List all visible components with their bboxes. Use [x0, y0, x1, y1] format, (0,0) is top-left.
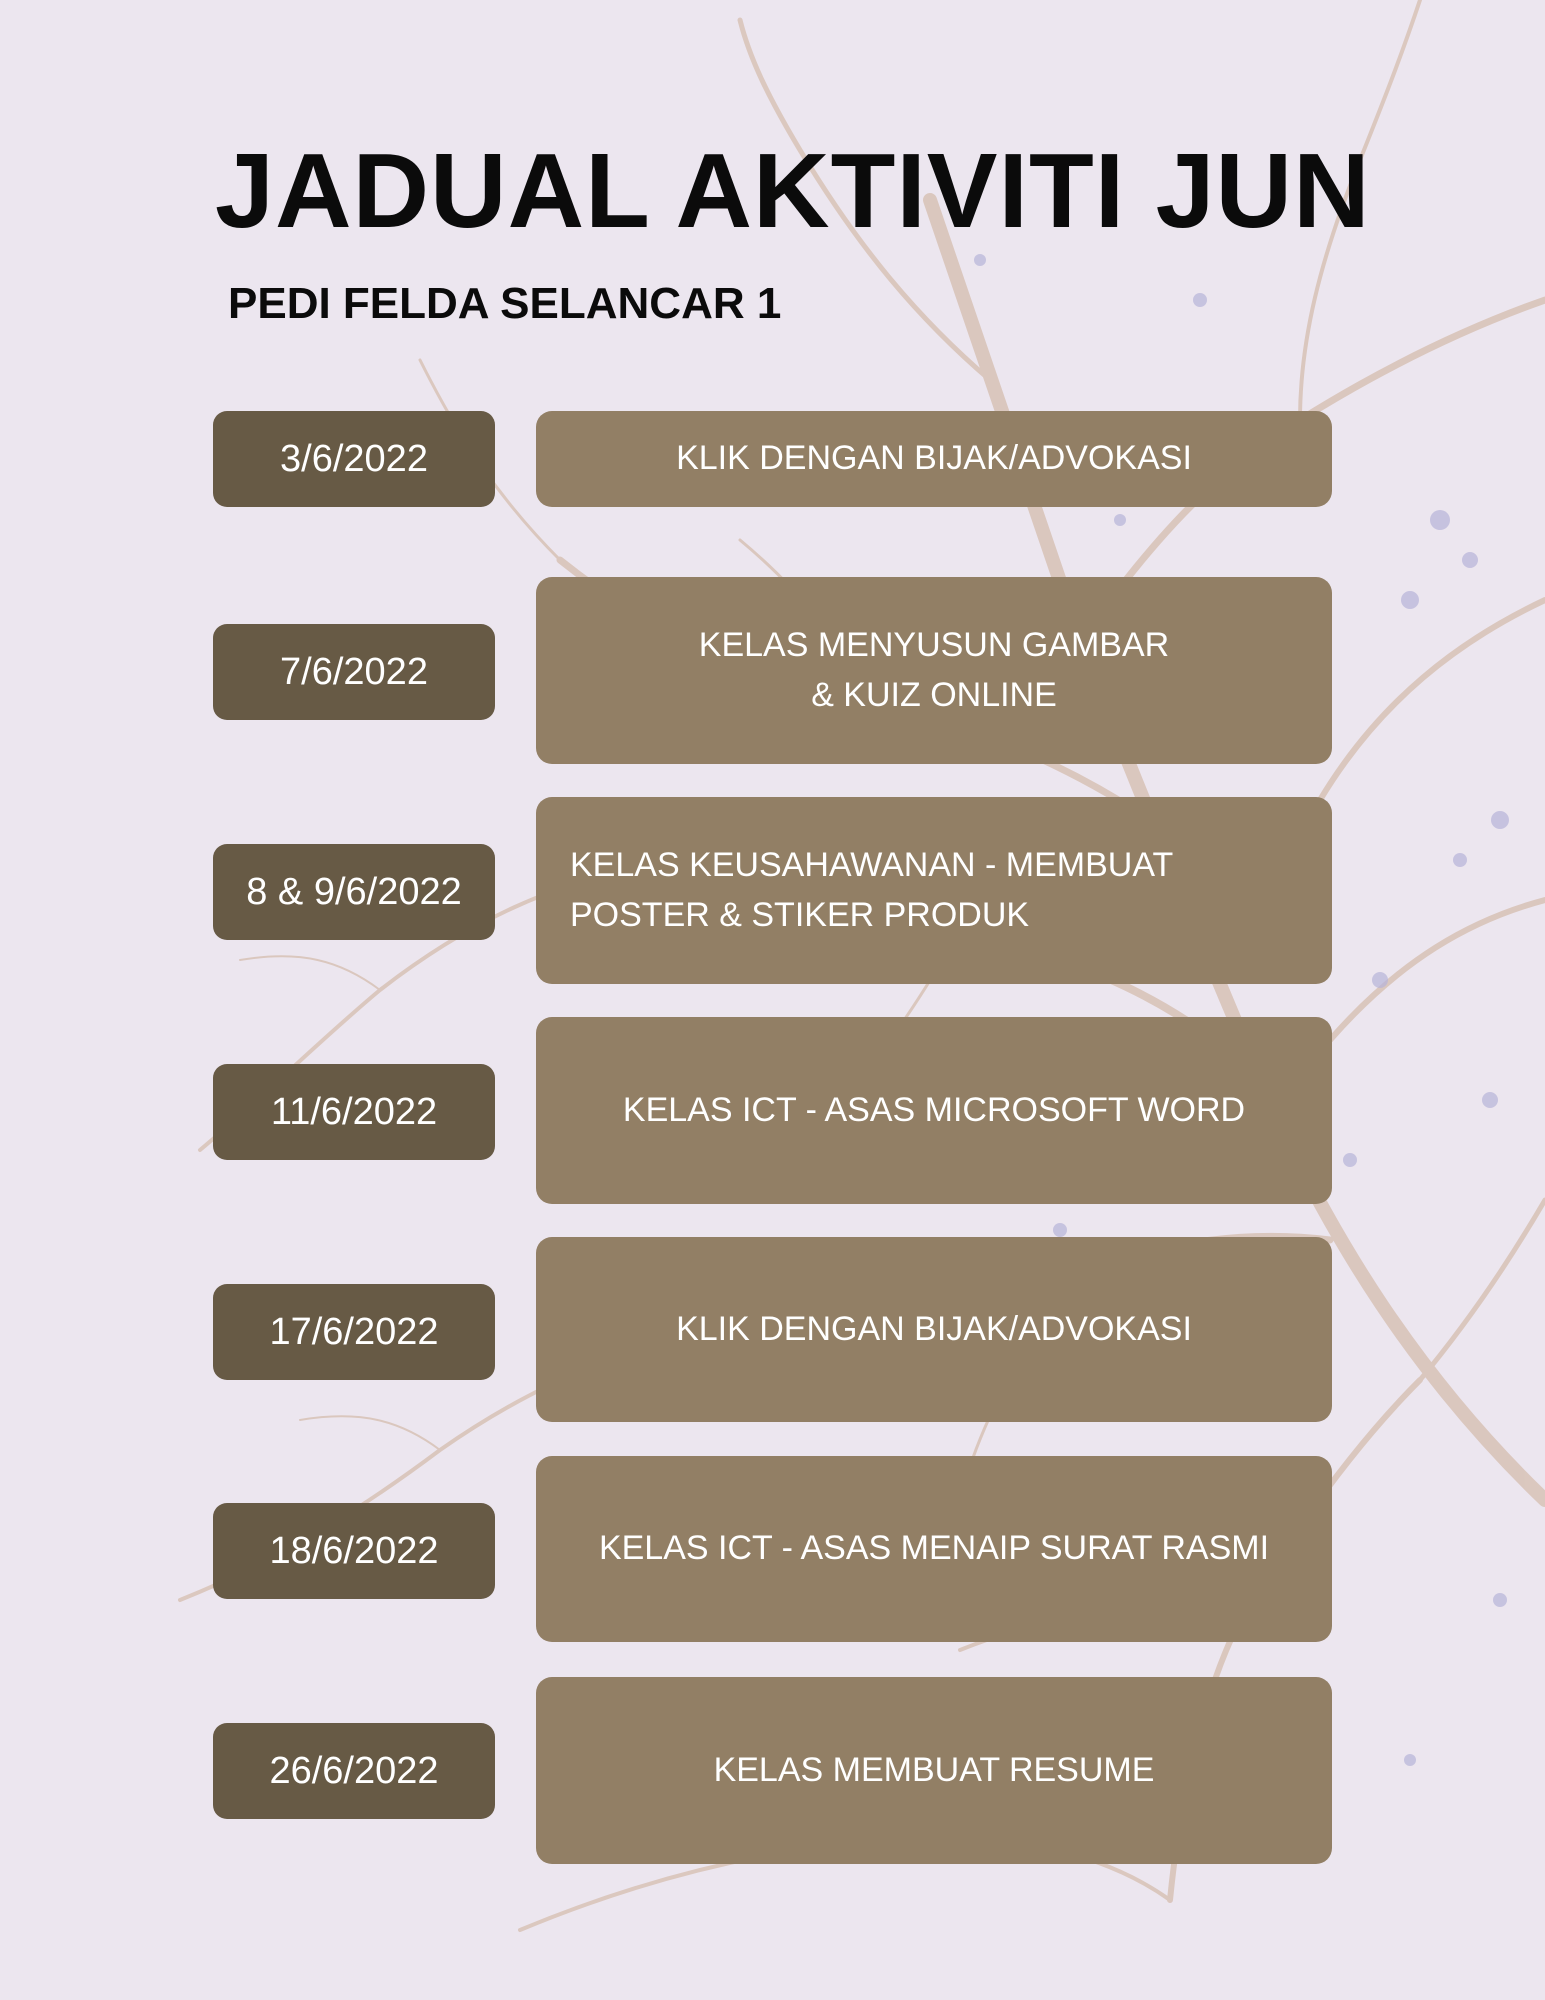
schedule-date-2: 7/6/2022	[213, 624, 495, 720]
schedule-date-4: 11/6/2022	[213, 1064, 495, 1160]
schedule-date-6: 18/6/2022	[213, 1503, 495, 1599]
schedule-date-3: 8 & 9/6/2022	[213, 844, 495, 940]
schedule-activity-1: KLIK DENGAN BIJAK/ADVOKASI	[536, 411, 1332, 507]
page-title: JADUAL AKTIVITI JUN	[215, 132, 1371, 250]
schedule-date-7: 26/6/2022	[213, 1723, 495, 1819]
schedule-date-5: 17/6/2022	[213, 1284, 495, 1380]
schedule-activity-7: KELAS MEMBUAT RESUME	[536, 1677, 1332, 1864]
schedule-activity-6: KELAS ICT - ASAS MENAIP SURAT RASMI	[536, 1456, 1332, 1642]
schedule-date-1: 3/6/2022	[213, 411, 495, 507]
page-subtitle: PEDI FELDA SELANCAR 1	[228, 279, 782, 328]
schedule-activity-2: KELAS MENYUSUN GAMBAR & KUIZ ONLINE	[536, 577, 1332, 764]
schedule-activity-4: KELAS ICT - ASAS MICROSOFT WORD	[536, 1017, 1332, 1204]
schedule-activity-3: KELAS KEUSAHAWANAN - MEMBUAT POSTER & STIKER PRODUK	[536, 797, 1332, 984]
schedule-activity-5: KLIK DENGAN BIJAK/ADVOKASI	[536, 1237, 1332, 1422]
